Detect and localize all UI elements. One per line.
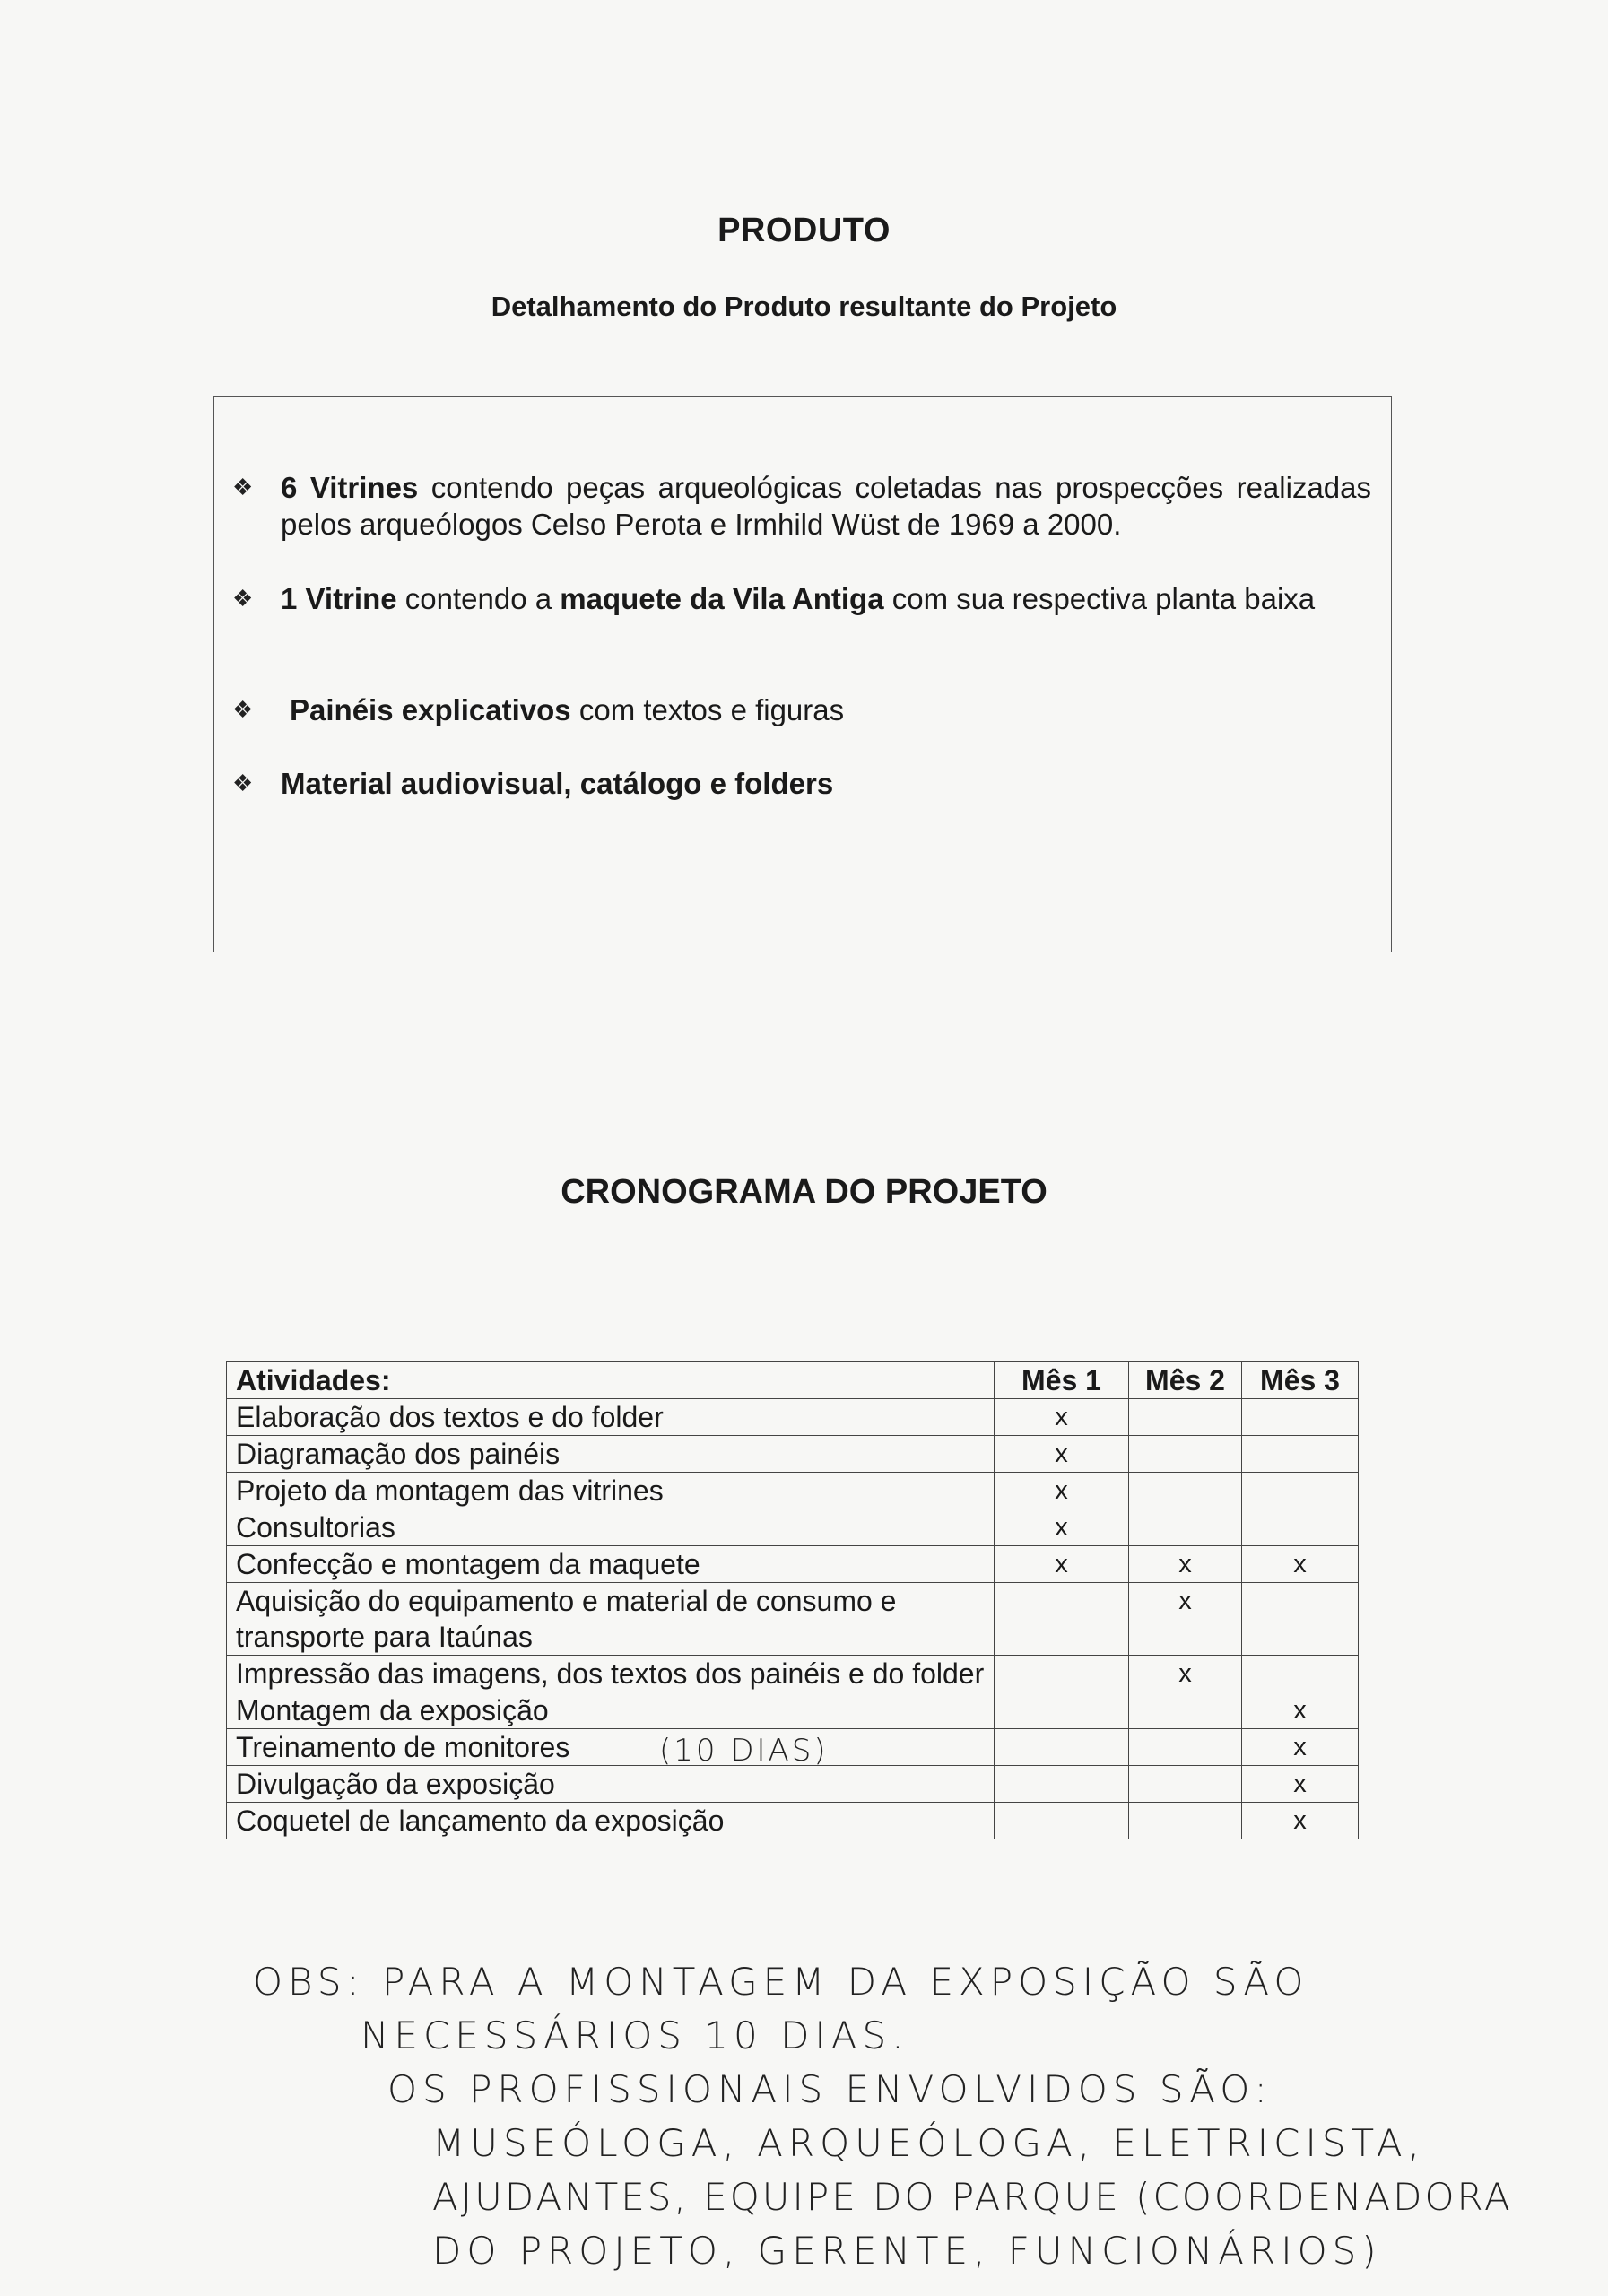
activity-cell: Divulgação da exposição xyxy=(227,1766,995,1803)
diamond-bullet-icon: ❖ xyxy=(232,696,254,723)
item-bold: Painéis explicativos xyxy=(290,693,571,726)
item-bold: 6 Vitrines xyxy=(281,471,419,504)
handwritten-line: OS PROFISSIONAIS ENVOLVIDOS SÃO: xyxy=(387,2067,1273,2111)
handwritten-line: DO PROJETO, GERENTE, FUNCIONÁRIOS) xyxy=(432,2229,1382,2273)
handwritten-line: AJUDANTES, EQUIPE DO PARQUE (COORDENADORA xyxy=(432,2175,1513,2219)
activity-cell: Confecção e montagem da maquete xyxy=(227,1546,995,1583)
mes-1-cell xyxy=(995,1803,1129,1839)
table-row xyxy=(227,1473,1359,1509)
mes-1-cell: x xyxy=(995,1399,1129,1436)
table-row xyxy=(227,1399,1359,1436)
mes-2-cell: x xyxy=(1129,1656,1242,1692)
produto-title: PRODUTO xyxy=(717,212,891,249)
mes-1-cell: x xyxy=(995,1436,1129,1473)
mes-2-cell xyxy=(1129,1509,1242,1546)
mes-1-cell: x xyxy=(995,1509,1129,1546)
item-bold: 1 Vitrine xyxy=(281,582,397,615)
mes-3-cell: x xyxy=(1242,1692,1359,1729)
mes-3-cell: x xyxy=(1242,1766,1359,1803)
mes-1-cell xyxy=(995,1729,1129,1766)
item-bold: Material audiovisual, catálogo e folders xyxy=(281,767,834,800)
item-bold: maquete da Vila Antiga xyxy=(560,582,884,615)
mes-2-cell xyxy=(1129,1729,1242,1766)
mes-2-cell: x xyxy=(1129,1583,1242,1656)
mes-2-cell xyxy=(1129,1692,1242,1729)
mes-1-cell xyxy=(995,1692,1129,1729)
handwritten-inline-note: (10 DIAS) xyxy=(659,1733,829,1769)
mes-3-cell xyxy=(1242,1583,1359,1656)
mes-1-cell xyxy=(995,1766,1129,1803)
table-row xyxy=(227,1436,1359,1473)
header-mes-3: Mês 3 xyxy=(1242,1362,1359,1399)
mes-1-cell: x xyxy=(995,1473,1129,1509)
activity-cell: Elaboração dos textos e do folder xyxy=(227,1399,995,1436)
item-text: contendo a xyxy=(396,582,561,615)
handwritten-line: OBS: PARA A MONTAGEM DA EXPOSIÇÃO SÃO xyxy=(253,1960,1309,2004)
mes-3-cell: x xyxy=(1242,1729,1359,1766)
mes-3-cell xyxy=(1242,1436,1359,1473)
header-mes-1: Mês 1 xyxy=(995,1362,1129,1399)
mes-2-cell xyxy=(1129,1473,1242,1509)
mes-2-cell xyxy=(1129,1803,1242,1839)
activity-cell: Diagramação dos painéis xyxy=(227,1436,995,1473)
activity-cell: Coquetel de lançamento da exposição xyxy=(227,1803,995,1839)
table-row xyxy=(227,1583,1359,1656)
activity-cell: Aquisição do equipamento e material de consumo e transporte para Itaúnas xyxy=(227,1583,995,1656)
activity-cell: Projeto da montagem das vitrines xyxy=(227,1473,995,1509)
header-activity: Atividades: xyxy=(227,1362,995,1399)
table-row xyxy=(227,1766,1359,1803)
mes-2-cell: x xyxy=(1129,1546,1242,1583)
table-row xyxy=(227,1546,1359,1583)
handwritten-observation xyxy=(253,1955,1580,2278)
mes-1-cell xyxy=(995,1583,1129,1656)
item-text: com textos e figuras xyxy=(570,693,845,726)
table-row xyxy=(227,1656,1359,1692)
mes-3-cell xyxy=(1242,1656,1359,1692)
table-row xyxy=(227,1803,1359,1839)
handwritten-line: MUSEÓLOGA, ARQUEÓLOGA, ELETRICISTA, xyxy=(432,2121,1425,2165)
mes-3-cell: x xyxy=(1242,1803,1359,1839)
mes-1-cell: x xyxy=(995,1546,1129,1583)
diamond-bullet-icon: ❖ xyxy=(232,474,254,500)
produto-subtitle: Detalhamento do Produto resultante do Projeto xyxy=(491,291,1117,322)
mes-3-cell xyxy=(1242,1399,1359,1436)
item-text: contendo peças arqueológicas coletadas nas prospecções realizadas pelos arqueólogos Celso Perota e Irmhild Wüst de 1969 a 2000. xyxy=(281,471,1372,541)
table-header-row xyxy=(227,1362,1359,1399)
activity-cell: Impressão das imagens, dos textos dos painéis e do folder xyxy=(227,1656,995,1692)
activity-cell: Montagem da exposição xyxy=(227,1692,995,1729)
item-text: com sua respectiva planta baixa xyxy=(883,582,1316,615)
mes-3-cell xyxy=(1242,1473,1359,1509)
mes-2-cell xyxy=(1129,1399,1242,1436)
mes-2-cell xyxy=(1129,1436,1242,1473)
activity-cell: Consultorias xyxy=(227,1509,995,1546)
handwritten-line: NECESSÁRIOS 10 DIAS. xyxy=(361,2013,909,2057)
header-mes-2: Mês 2 xyxy=(1129,1362,1242,1399)
mes-2-cell xyxy=(1129,1766,1242,1803)
mes-3-cell xyxy=(1242,1509,1359,1546)
diamond-bullet-icon: ❖ xyxy=(232,770,254,796)
cronograma-title: CRONOGRAMA DO PROJETO xyxy=(561,1173,1047,1211)
diamond-bullet-icon: ❖ xyxy=(232,585,254,612)
produto-box xyxy=(213,396,1392,952)
table-row xyxy=(227,1692,1359,1729)
table-row xyxy=(227,1509,1359,1546)
mes-3-cell: x xyxy=(1242,1546,1359,1583)
activity-cell: Treinamento de monitores xyxy=(227,1729,995,1766)
mes-1-cell xyxy=(995,1656,1129,1692)
